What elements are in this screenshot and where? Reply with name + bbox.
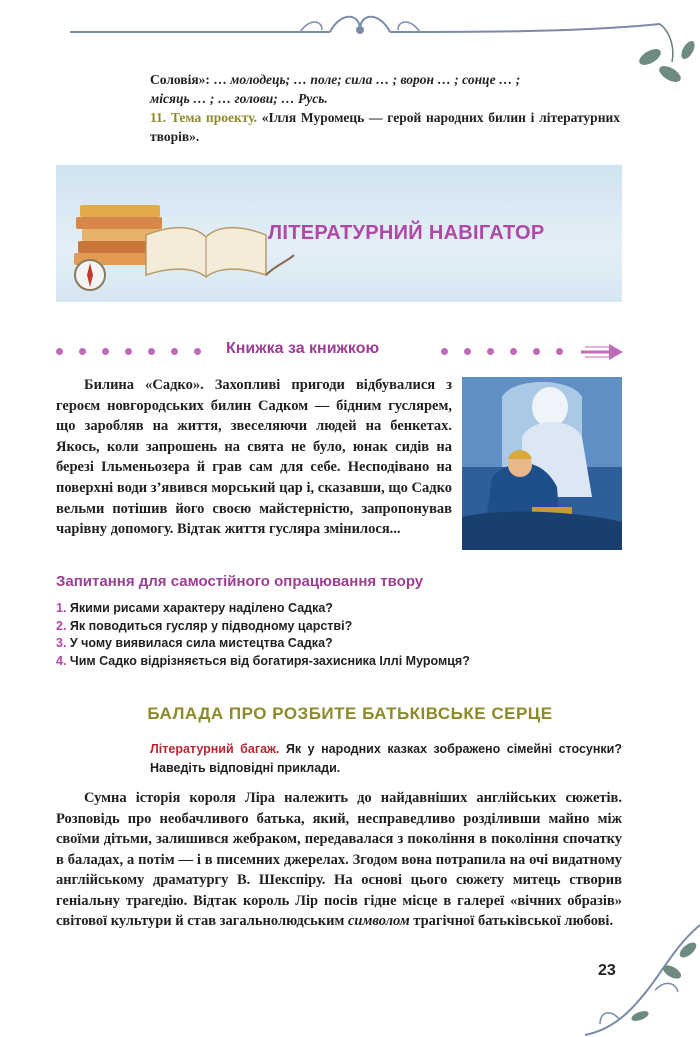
sadko-illustration — [462, 377, 622, 550]
books-illustration — [56, 165, 296, 302]
sadko-summary: Билина «Садко». Захопливі пригоди відбувалися з героєм новгородських билин Садком — бідним гуслярем, що заробляв на життя, звеселяючи людей на бенкетах. Якось, коли запрошень на свята не було, юнак сидів на березі Ільменьозера й грав сам для себе. Несподівано на поверхні води з’явився морський цар і, сказавши, що Садко вельми потішив його своєю майстерністю, запропонував чарівну допомогу. Відтак життя гусляра змінилося... — [56, 377, 452, 538]
intro-block — [150, 70, 620, 146]
section-title: Книжка за книжкою — [222, 340, 383, 358]
questions-heading: Запитання для самостійного опрацювання твору — [56, 573, 424, 590]
arrow-icon — [581, 342, 625, 362]
banner-title: ЛІТЕРАТУРНИЙ НАВІГАТОР — [268, 222, 545, 244]
list-item: 4. Чим Садко відрізняється від богатиря-захисника Іллі Муромця? — [56, 653, 470, 668]
ballad-body: Сумна історія короля Ліра належить до найдавніших англійських сюжетів. Розповідь про необачливого батька, який, несправедливо розділивши майно між своїми дітьми, залишився жебраком, передавалася з покоління в покоління спочатку в баладах, а потім — і в писемних джерелах. Згодом вона потрапила на очі видатному англійському драматургу В. Шекспіру. На основі цього сюжету митець створив геніальну трагедію. Відтак король Лір посів гідне місце в галереї «вічних образів» світової культури й став загальнолюдським символом трагічної батьківської любові. — [56, 790, 622, 929]
project-label: 11. Тема проекту. — [150, 110, 257, 125]
questions-list — [56, 600, 622, 670]
project-task: 11. Тема проекту. «Ілля Муромець — герой народних билин і літературних творів». — [150, 110, 620, 144]
intro-line-2: місяць … ; … голови; … Русь. — [150, 91, 328, 106]
literary-baggage: Літературний багаж. Як у народних казках зображено сімейні стосунки? Наведіть відповідні приклади. — [150, 742, 622, 775]
list-item: 1. Якими рисами характеру наділено Садка? — [56, 601, 333, 615]
list-item: 2. Як поводиться гусляр у підводному царстві? — [56, 618, 353, 633]
page-number: 23 — [598, 962, 616, 979]
baggage-label: Літературний багаж. — [150, 742, 280, 756]
bottom-ornament — [560, 920, 700, 1037]
intro-line-1: Соловія»: … молодець; … поле; сила … ; ворон … ; сонце … ; — [150, 72, 521, 87]
ballad-title: БАЛАДА ПРО РОЗБИТЕ БАТЬКІВСЬКЕ СЕРЦЕ — [147, 704, 553, 723]
list-item: 3. У чому виявилася сила мистецтва Садка? — [56, 636, 333, 650]
